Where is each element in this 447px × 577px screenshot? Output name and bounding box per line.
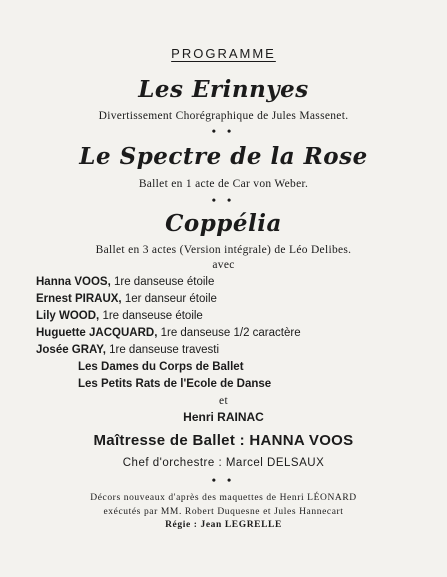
cast-line xyxy=(36,310,203,322)
cast-role: 1er danseur étoile xyxy=(124,293,217,305)
footer-regie: Régie : Jean LEGRELLE xyxy=(165,520,282,530)
cast-name: Lily WOOD, xyxy=(36,310,100,322)
separator-1: • • xyxy=(211,124,236,138)
cast-role: 1re danseuse étoile xyxy=(113,276,215,288)
separator-3: • • xyxy=(211,473,236,487)
cast-line xyxy=(36,327,301,339)
ballet-title-coppelia: Coppélia xyxy=(165,210,282,237)
cast-line xyxy=(36,276,214,288)
ballet-subtitle-erinnyes: Divertissement Chorégraphique de Jules Massenet. xyxy=(98,110,349,122)
avec-text: avec xyxy=(212,259,235,271)
cast-role: 1re danseuse étoile xyxy=(102,310,203,322)
cast-line xyxy=(36,344,219,356)
cast-name: Hanna VOOS, xyxy=(36,276,111,288)
footer-decors: Décors nouveaux d'après des maquettes de Henri LÉONARD xyxy=(90,493,357,503)
programme-heading: PROGRAMME xyxy=(171,46,276,61)
cast-role: 1re danseuse 1/2 caractère xyxy=(160,327,301,339)
chef-orchestre: Chef d'orchestre : Marcel DELSAUX xyxy=(122,457,325,469)
ballet-subtitle-coppelia: Ballet en 3 actes (Version intégrale) de Léo Delibes. xyxy=(95,244,352,256)
ballet-title-erinnyes: Les Erinnyes xyxy=(138,76,309,103)
et-text: et xyxy=(219,395,228,407)
cast-name: Josée GRAY, xyxy=(36,344,106,356)
maitresse-de-ballet: Maîtresse de Ballet : HANNA VOOS xyxy=(93,432,354,449)
henri-rainac: Henri RAINAC xyxy=(183,410,264,424)
footer-executes: exécutés par MM. Robert Duquesne et Jules Hannecart xyxy=(103,507,344,517)
ensemble-petits-rats: Les Petits Rats de l'Ecole de Danse xyxy=(78,378,272,390)
cast-name: Ernest PIRAUX, xyxy=(36,293,122,305)
ensemble-corps-de-ballet: Les Dames du Corps de Ballet xyxy=(78,361,244,373)
separator-2: • • xyxy=(211,193,236,207)
cast-line xyxy=(36,293,217,305)
cast-name: Huguette JACQUARD, xyxy=(36,327,158,339)
ballet-title-spectre: Le Spectre de la Rose xyxy=(79,143,368,170)
cast-role: 1re danseuse travesti xyxy=(109,344,220,356)
ballet-subtitle-spectre: Ballet en 1 acte de Car von Weber. xyxy=(138,178,309,190)
